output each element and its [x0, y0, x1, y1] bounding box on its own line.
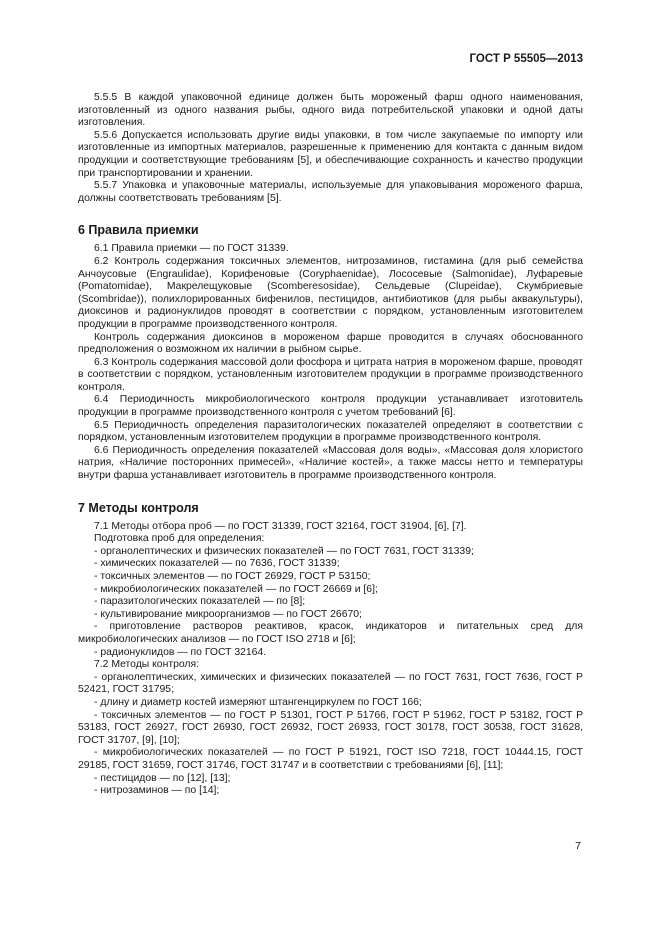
- list-item: - приготовление растворов реактивов, красок, индикаторов и питательных сред для микробиологических анализов — по ГОСТ ISO 2718 и [6];: [78, 621, 583, 645]
- list-item: - радионуклидов — по ГОСТ 32164.: [94, 646, 267, 658]
- section-heading-6: 6 Правила приемки: [78, 223, 199, 238]
- paragraph-7-1: 7.1 Методы отбора проб — по ГОСТ 31339, ГОСТ 32164, ГОСТ 31904, [6], [7].: [94, 520, 467, 532]
- list-item: - культивирование микроорганизмов — по ГОСТ 26670;: [94, 608, 362, 620]
- section-heading-7: 7 Методы контроля: [78, 500, 199, 515]
- paragraph-5-5-7: 5.5.7 Упаковка и упаковочные материалы, используемые для упаковывания мороженого фарша, должны соответствовать требованиям [5].: [78, 180, 583, 204]
- paragraph-6-4: 6.4 Периодичность микробиологического контроля продукции устанавливает изготовитель продукции в программе производственного контроля с учетом требований [6].: [78, 394, 583, 419]
- paragraph-6-5: 6.5 Периодичность определения паразитологических показателей определяют в соответствии с порядком, установленным изготовителем продукции в программе производственного контроля.: [78, 419, 583, 444]
- paragraph-6-6: 6.6 Периодичность определения показателей «Массовая доля воды», «Массовая доля хлористого натрия, «Наличие посторонних примесей», «Наличие костей», а также массы нетто и температуры внутри фарша устанавливает изготовитель в программе производственного контроля.: [78, 444, 583, 482]
- list-item: - токсичных элементов — по ГОСТ Р 51301, ГОСТ Р 51766, ГОСТ Р 51962, ГОСТ Р 53182, ГОСТ Р 53183, ГОСТ 26927, ГОСТ 26930, ГОСТ 26932, ГОСТ 26933, ГОСТ 30178, ГОСТ 30538, ГОСТ 31628, ГОСТ 31707, [9], [10];: [78, 709, 583, 746]
- paragraph-6-2: 6.2 Контроль содержания токсичных элементов, нитрозаминов, гистамина (для рыб семейства Анчоусовые (Engraulidae), Корифеновые (Coryphaenidae), Лососевые (Salmonidae), Луфаревые (Pomatomidae), Макрелещуковые (Scomberesosidae), Сельдевые (Clupeidae), Скумбриевые (Scombridae)), полихлорированных бифенилов, пестицидов, антибиотиков (для рыбы аквакультуры), диоксинов и радионуклидов проводят в соответствии с порядком, установленным изготовителем продукции в программе производственного контроля.: [78, 255, 583, 330]
- list-item: - нитрозаминов — по [14];: [94, 785, 220, 797]
- paragraph-6-1: 6.1 Правила приемки — по ГОСТ 31339.: [94, 243, 289, 255]
- paragraph-5-5-6: 5.5.6 Допускается использовать другие виды упаковки, в том числе закупаемые по импорту или изготовленные из импортных материалов, разрешенные к применению для контакта с данным видом продукции и соответствующие требованиям [5], и обеспечивающие сохранность и качество продукции при транспортировании и хранении.: [78, 129, 583, 179]
- list-item: - длину и диаметр костей измеряют штангенциркулем по ГОСТ 166;: [94, 696, 422, 708]
- list-item: - органолептических и физических показателей — по ГОСТ 7631, ГОСТ 31339;: [94, 545, 474, 557]
- list-item: - микробиологических показателей — по ГОСТ 26669 и [6];: [94, 583, 378, 595]
- document-id-header: ГОСТ Р 55505—2013: [469, 53, 583, 65]
- list-item: - пестицидов — по [12], [13];: [94, 772, 231, 784]
- list-item: - химических показателей — по 7636, ГОСТ 31339;: [94, 558, 340, 570]
- document-body: [78, 92, 583, 798]
- list-item: - паразитологических показателей — по [8];: [94, 596, 306, 608]
- paragraph-6-2-dioxins: Контроль содержания диоксинов в мороженом фарше проводится в случаях обоснованного предположения о возможном их наличии в рыбном сырье.: [78, 331, 583, 356]
- paragraph-sample-prep: Подготовка проб для определения:: [94, 533, 265, 545]
- list-item: - токсичных элементов — по ГОСТ 26929, ГОСТ Р 53150;: [94, 571, 371, 582]
- paragraph-6-3: 6.3 Контроль содержания массовой доли фосфора и цитрата натрия в мороженом фарше, проводят в соответствии с порядком, установленным изготовителем продукции в программе производственного контроля.: [78, 356, 583, 393]
- paragraph-7-2: 7.2 Методы контроля:: [94, 659, 199, 671]
- page-number: 7: [575, 840, 581, 852]
- paragraph-5-5-5: 5.5.5 В каждой упаковочной единице должен быть мороженый фарш одного наименования, изготовленный из одного названия рыбы, одного вида потребительской упаковки и одной даты изготовления.: [78, 92, 583, 129]
- list-item: - микробиологических показателей — по ГОСТ Р 51921, ГОСТ ISO 7218, ГОСТ 10444.15, ГОСТ 29185, ГОСТ 31659, ГОСТ 31746, ГОСТ 31747 и в соответствии с требованиями [6], [11];: [78, 747, 583, 771]
- list-item: - органолептических, химических и физических показателей — по ГОСТ 7631, ГОСТ 7636, ГОСТ Р 52421, ГОСТ 31795;: [78, 671, 583, 696]
